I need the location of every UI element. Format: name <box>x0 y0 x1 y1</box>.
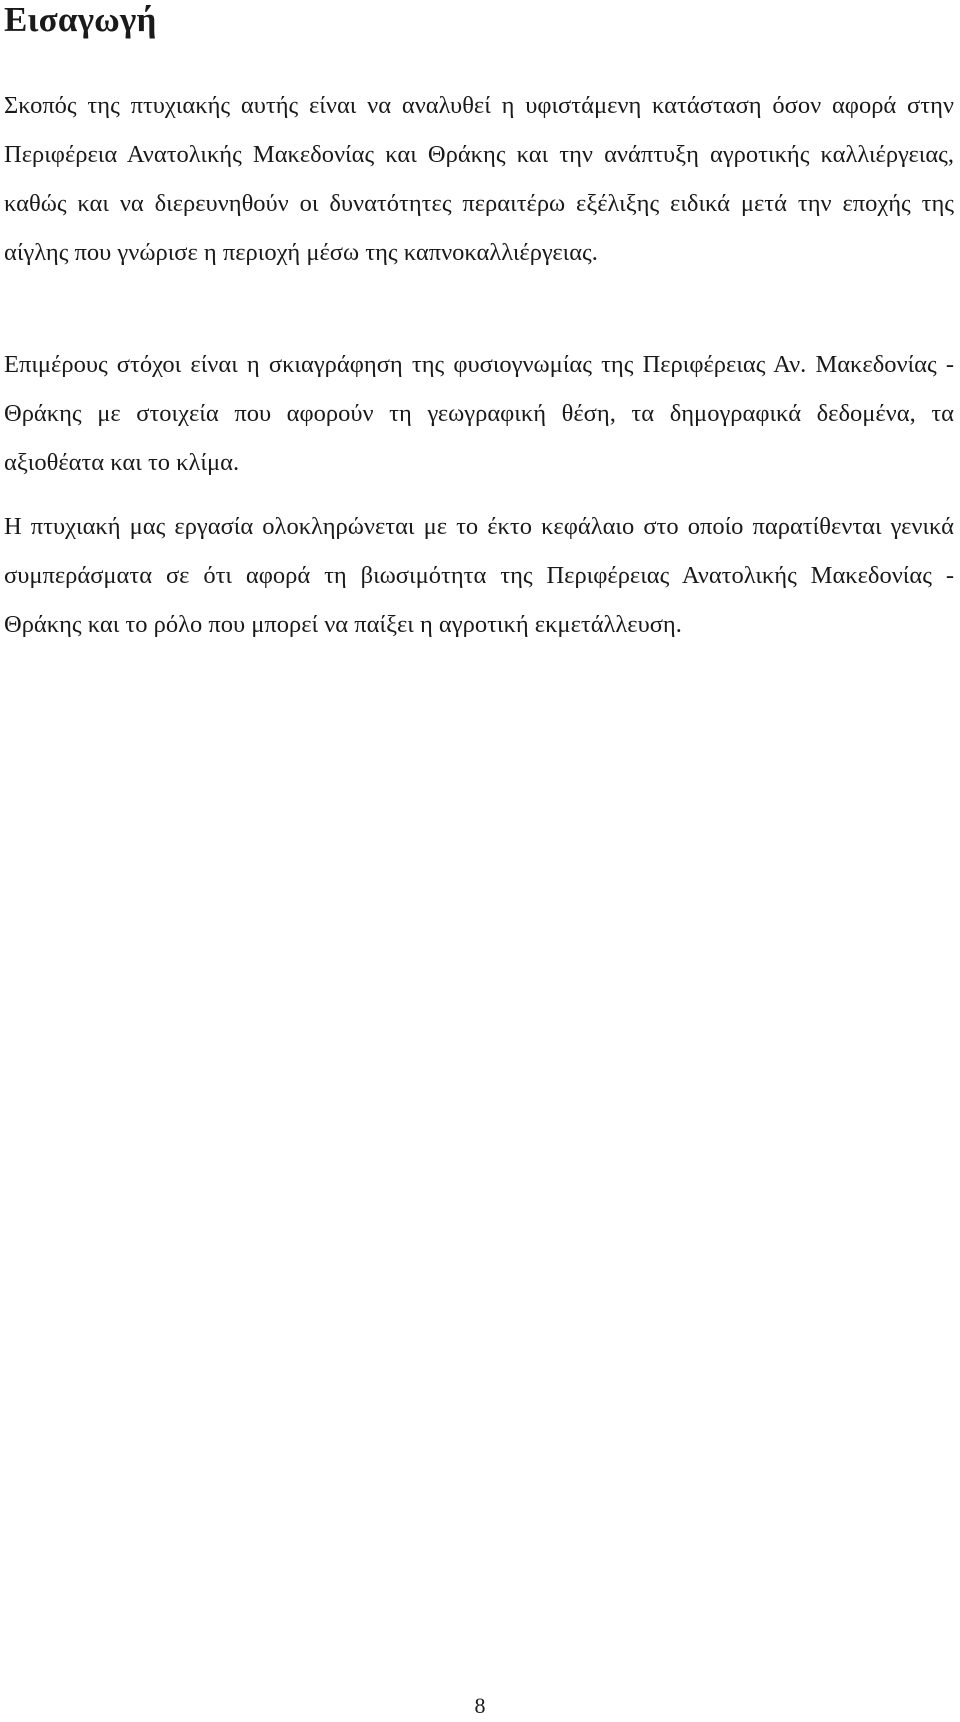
paragraph-objectives: Επιμέρους στόχοι είναι η σκιαγράφηση της φυσιογνωμίας της Περιφέρειας Αν. Μακεδονίας - Θράκης με στοιχεία που αφορούν τη γεωγραφική θέση, τα δημογραφικά δεδομένα, τα αξιοθέατα και το κλίμα. <box>4 351 954 476</box>
page-title: Εισαγωγή <box>4 0 157 39</box>
paragraph-purpose: Σκοπός της πτυχιακής αυτής είναι να αναλυθεί η υφιστάμενη κατάσταση όσον αφορά στην Περιφέρεια Ανατολικής Μακεδονίας και Θράκης και την ανάπτυξη αγροτικής καλλιέργειας, καθώς και να διερευνηθούν οι δυνατότητες περαιτέρω εξέλιξης ειδικά μετά την εποχής της αίγλης που γνώρισε η περιοχή μέσω της καπνοκαλλιέργειας. <box>4 92 954 266</box>
paragraph-conclusion: Η πτυχιακή μας εργασία ολοκληρώνεται με το έκτο κεφάλαιο στο οποίο παρατίθενται γενικά συμπεράσματα σε ότι αφορά τη βιωσιμότητα της Περιφέρειας Ανατολικής Μακεδονίας - Θράκης και το ρόλο που μπορεί να παίξει η αγροτική εκμετάλλευση. <box>4 513 954 638</box>
page-number: 8 <box>474 1693 486 1718</box>
